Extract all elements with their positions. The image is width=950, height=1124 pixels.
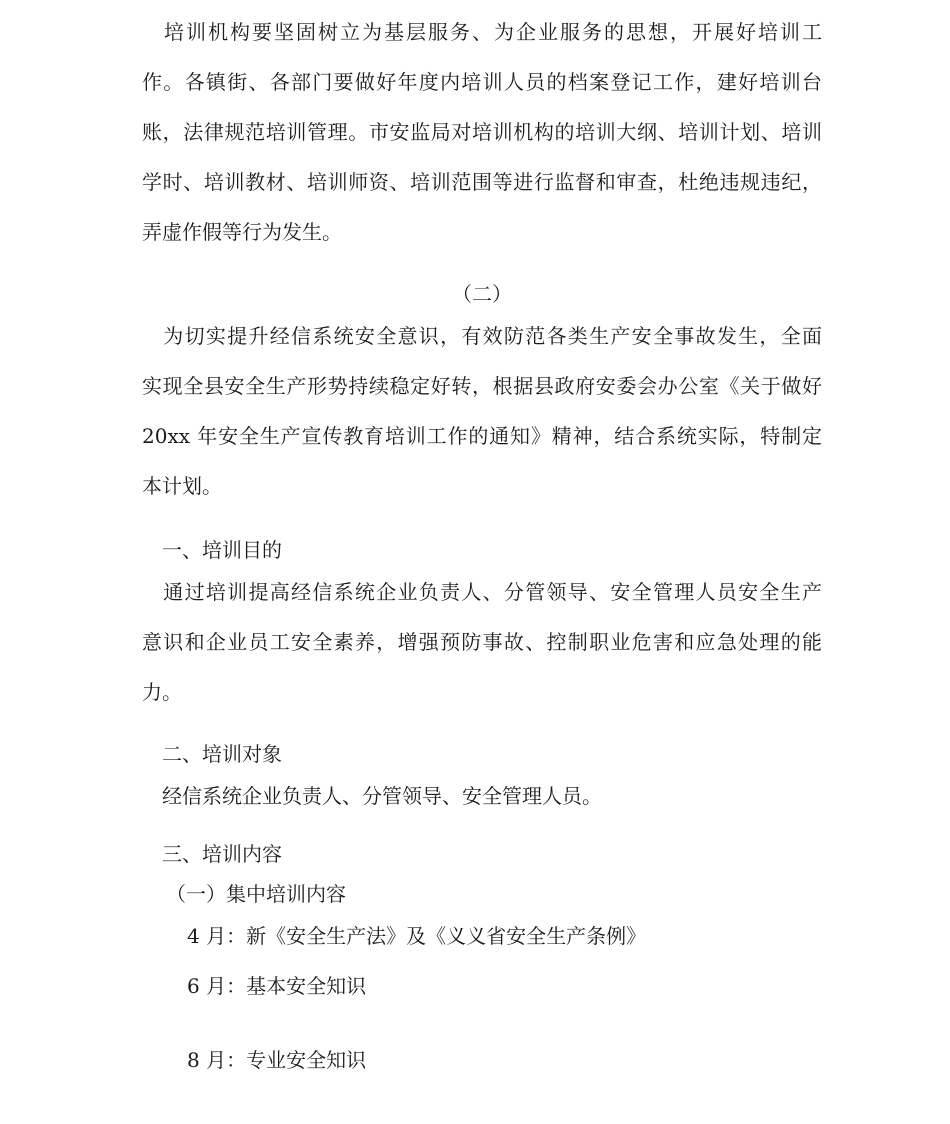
subheading-centralized-training: （一）集中培训内容 xyxy=(166,882,346,906)
section-marker: （二） xyxy=(452,282,512,306)
heading-training-purpose: 一、培训目的 xyxy=(142,538,282,562)
para1-line-2: 作。各镇街、各部门要做好年度内培训人员的档案登记工作，建好培训台 xyxy=(142,70,822,94)
para2-line-3: 20xx 年安全生产宣传教育培训工作的通知》精神，结合系统实际，特制定 xyxy=(142,424,822,448)
para2-line-4: 本计划。 xyxy=(142,474,222,498)
para4: 经信系统企业负责人、分管领导、安全管理人员。 xyxy=(142,784,602,808)
para3-line-1: 通过培训提高经信系统企业负责人、分管领导、安全管理人员安全生产 xyxy=(142,580,822,604)
heading-training-target: 二、培训对象 xyxy=(142,742,282,766)
para3-line-3: 力。 xyxy=(142,680,182,704)
schedule-item-june: 6 月：基本安全知识 xyxy=(187,974,367,998)
schedule-item-august: 8 月：专业安全知识 xyxy=(187,1048,367,1072)
para2-line-1: 为切实提升经信系统安全意识，有效防范各类生产安全事故发生，全面 xyxy=(142,324,822,348)
para1-line-3: 账，法律规范培训管理。市安监局对培训机构的培训大纲、培训计划、培训 xyxy=(142,120,822,144)
para1-line-5: 弄虚作假等行为发生。 xyxy=(142,220,342,244)
schedule-item-april: 4 月：新《安全生产法》及《义义省安全生产条例》 xyxy=(187,924,647,948)
para3-line-2: 意识和企业员工安全素养，增强预防事故、控制职业危害和应急处理的能 xyxy=(142,630,822,654)
heading-training-content: 三、培训内容 xyxy=(142,842,282,866)
para1-line-1: 培训机构要坚固树立为基层服务、为企业服务的思想，开展好培训工 xyxy=(142,20,822,44)
para2-line-2: 实现全县安全生产形势持续稳定好转，根据县政府安委会办公室《关于做好 xyxy=(142,374,822,398)
para1-line-4: 学时、培训教材、培训师资、培训范围等进行监督和审查，杜绝违规违纪， xyxy=(142,170,822,194)
